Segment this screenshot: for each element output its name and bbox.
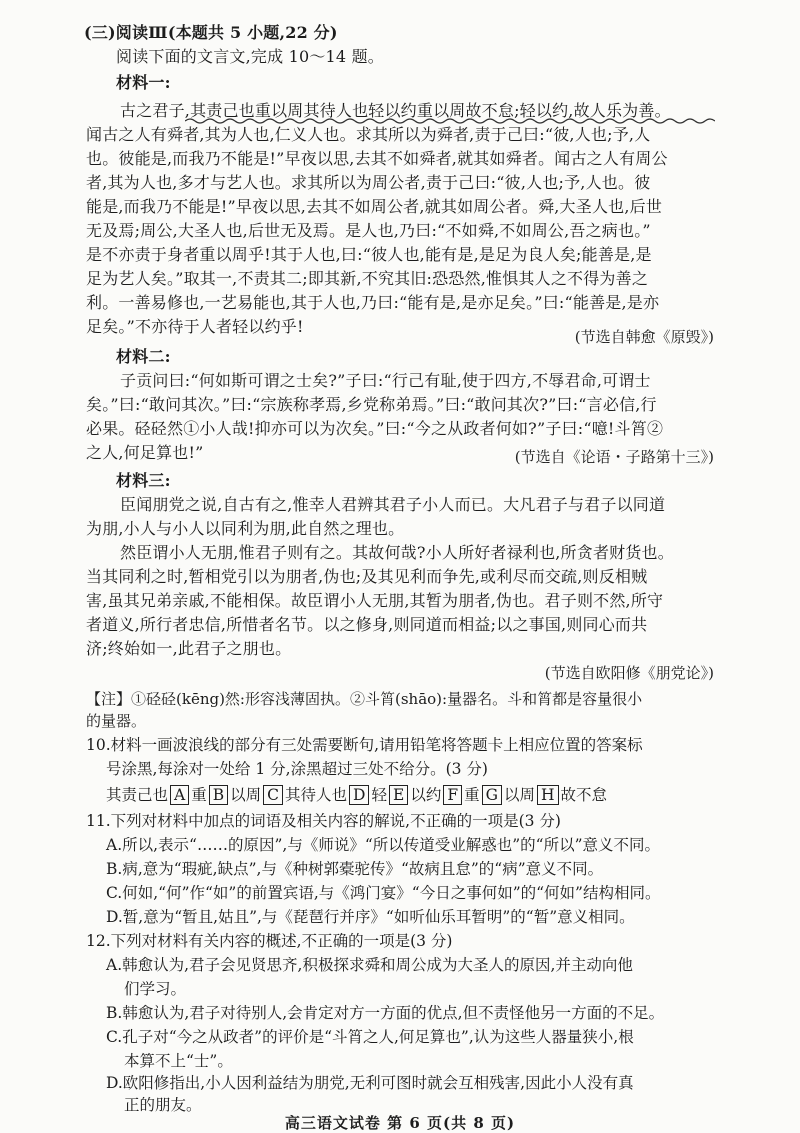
material2-line-0: 子贡问曰:“何如斯可谓之士矣?”子曰:“行己有耻,使于四方,不辱君命,可谓士 xyxy=(120,371,651,390)
q10-box-a[interactable]: A xyxy=(170,785,189,805)
material3-line-6: 济;终始如一,此君子之朋也。 xyxy=(86,639,292,658)
q12-option-c-line1[interactable]: C.孔子对“今之从政者”的评价是“斗筲之人,何足算也”,认为这些人器量狭小,根 xyxy=(106,1028,634,1046)
wavy-underline xyxy=(185,117,715,125)
q10-seg-7: 以周 xyxy=(504,786,536,804)
material1-line-7: 足为艺人矣。”取其一,不责其二;即其新,不究其旧:恐恐然,惟惧其人之不得为善之 xyxy=(86,269,649,288)
material1-heading: 材料一: xyxy=(116,73,171,92)
material1-line-9: 足矣。”不亦待于人者轻以约乎! xyxy=(86,317,304,336)
material2-line-3: 之人,何足算也!” xyxy=(86,443,204,462)
q12-option-a-line2: 们学习。 xyxy=(124,980,187,998)
material1-line-5: 无及焉;周公,大圣人也,后世无及焉。是人也,乃曰:“不如舜,不如周公,吾之病也。” xyxy=(86,221,651,240)
q10-box-f[interactable]: F xyxy=(443,785,462,805)
q10-box-h[interactable]: H xyxy=(537,785,559,805)
q10-seg-2: 以周 xyxy=(230,786,262,804)
material3-heading: 材料三: xyxy=(116,471,171,490)
q12-option-d-line2: 正的朋友。 xyxy=(124,1096,202,1114)
q10-seg-5: 以约 xyxy=(410,786,442,804)
q10-answer-row xyxy=(106,784,607,806)
q10-box-c[interactable]: C xyxy=(263,785,283,805)
material2-heading: 材料二: xyxy=(116,347,171,366)
material3-line-3: 当其同利之时,暂相党引以为朋者,伪也;及其见利而争先,或利尽而交疏,则反相贼 xyxy=(86,567,648,586)
section-instruction: 阅读下面的文言文,完成 10～14 题。 xyxy=(116,47,384,66)
q10-line-2: 号涂黑,每涂对一处给 1 分,涂黑超过三处不给分。(3 分) xyxy=(106,760,488,778)
material2-line-1: 矣。”曰:“敢问其次。”曰:“宗族称孝焉,乡党称弟焉。”曰:“敢问其次?”曰:“言必信,行 xyxy=(86,395,657,414)
material3-source: (节选自欧阳修《朋党论》) xyxy=(544,664,714,682)
q10-seg-4: 轻 xyxy=(371,786,387,804)
q10-seg-1: 重 xyxy=(191,786,207,804)
notes-line-1: 【注】①硁硁(kēng)然:形容浅薄固执。②斗筲(shāo):量器名。斗和筲都是容量很小 xyxy=(86,690,643,708)
material1-line-4: 能是,而我乃不能是!”早夜以思,去其不如周公者,就其如周公者。舜,大圣人也,后世 xyxy=(86,197,663,216)
q10-box-e[interactable]: E xyxy=(389,785,408,805)
material1-line-2: 也。彼能是,而我乃不能是!”早夜以思,去其不如舜者,就其如舜者。闻古之人有周公 xyxy=(86,149,668,168)
material1-line-1: 闻古之人有舜者,其为人也,仁义人也。求其所以为舜者,责于己曰:“彼,人也;予,人 xyxy=(86,125,651,144)
material3-line-0: 臣闻朋党之说,自古有之,惟幸人君辨其君子小人而已。大凡君子与君子以同道 xyxy=(120,495,666,514)
q10-box-b[interactable]: B xyxy=(209,785,228,805)
material3-line-2: 然臣谓小人无朋,惟君子则有之。其故何哉?小人所好者禄利也,所贪者财货也。 xyxy=(120,543,674,562)
section-title: (三)阅读Ⅲ(本题共 5 小题,22 分) xyxy=(84,23,338,42)
material1-line-0: 古之君子,其责己也重以周其待人也轻以约重以周故不怠;轻以约,故人乐为善。 xyxy=(120,101,671,120)
q11-option-b[interactable]: B.病,意为“瑕疵,缺点”,与《种树郭橐驼传》“故病且怠”的“病”意义不同。 xyxy=(106,860,604,878)
material1-line-6: 是不亦责于身者重以周乎!其于人也,曰:“彼人也,能有是,是足为良人矣;能善是,是 xyxy=(86,245,652,264)
q11-stem: 11.下列对材料中加点的词语及相关内容的解说,不正确的一项是(3 分) xyxy=(86,812,561,830)
q12-option-b[interactable]: B.韩愈认为,君子对待别人,会肯定对方一方面的优点,但不责怪他另一方面的不足。 xyxy=(106,1004,665,1022)
q12-stem: 12.下列对材料有关内容的概述,不正确的一项是(3 分) xyxy=(86,932,453,950)
material3-line-4: 害,虽其兄弟亲戚,不能相保。故臣谓小人无朋,其暂为朋者,伪也。君子则不然,所守 xyxy=(86,591,664,610)
q12-option-d-line1[interactable]: D.欧阳修指出,小人因利益结为朋党,无利可图时就会互相残害,因此小人没有真 xyxy=(106,1074,634,1092)
material1-line-8: 利。一善易修也,一艺易能也,其于人也,乃曰:“能有是,是亦足矣。”曰:“能善是,是亦 xyxy=(86,293,660,312)
material2-source: (节选自《论语・子路第十三》) xyxy=(514,448,714,466)
q10-seg-6: 重 xyxy=(464,786,480,804)
q11-option-c[interactable]: C.何如,“何”作“如”的前置宾语,与《鸿门宴》“今日之事何如”的“何如”结构相同。 xyxy=(106,884,661,902)
q10-box-g[interactable]: G xyxy=(482,785,502,805)
q10-seg-3: 其待人也 xyxy=(285,786,348,804)
q10-box-d[interactable]: D xyxy=(349,785,369,805)
q11-option-d[interactable]: D.暂,意为“暂且,姑且”,与《琵琶行并序》“如听仙乐耳暂明”的“暂”意义相同。 xyxy=(106,908,635,926)
material1-line-3: 者,其为人也,多才与艺人也。求其所以为周公者,责于己曰:“彼,人也;予,人也。彼 xyxy=(86,173,651,192)
q10-seg-0: 其责己也 xyxy=(106,786,169,804)
material2-line-2: 必果。硁硁然①小人哉!抑亦可以为次矣。”曰:“今之从政者何如?”子曰:“噫!斗筲② xyxy=(86,419,664,438)
material3-line-1: 为朋,小人与小人以同利为朋,此自然之理也。 xyxy=(86,519,405,538)
page-footer: 高三语文试卷 第 6 页(共 8 页) xyxy=(284,1114,516,1132)
q10-line-1: 10.材料一画波浪线的部分有三处需要断句,请用铅笔将答题卡上相应位置的答案标 xyxy=(86,736,643,754)
notes-line-2: 的量器。 xyxy=(86,712,147,730)
q12-option-c-line2: 本算不上“士”。 xyxy=(124,1052,233,1070)
q10-seg-8: 故不怠 xyxy=(560,786,608,804)
q11-option-a[interactable]: A.所以,表示“……的原因”,与《师说》“所以传道受业解惑也”的“所以”意义不同。 xyxy=(106,836,661,854)
material3-line-5: 者道义,所行者忠信,所惜者名节。以之修身,则同道而相益;以之事国,则同心而共 xyxy=(86,615,648,634)
q12-option-a-line1[interactable]: A.韩愈认为,君子会见贤思齐,积极探求舜和周公成为大圣人的原因,并主动向他 xyxy=(106,956,633,974)
material1-source: (节选自韩愈《原毁》) xyxy=(574,328,714,346)
